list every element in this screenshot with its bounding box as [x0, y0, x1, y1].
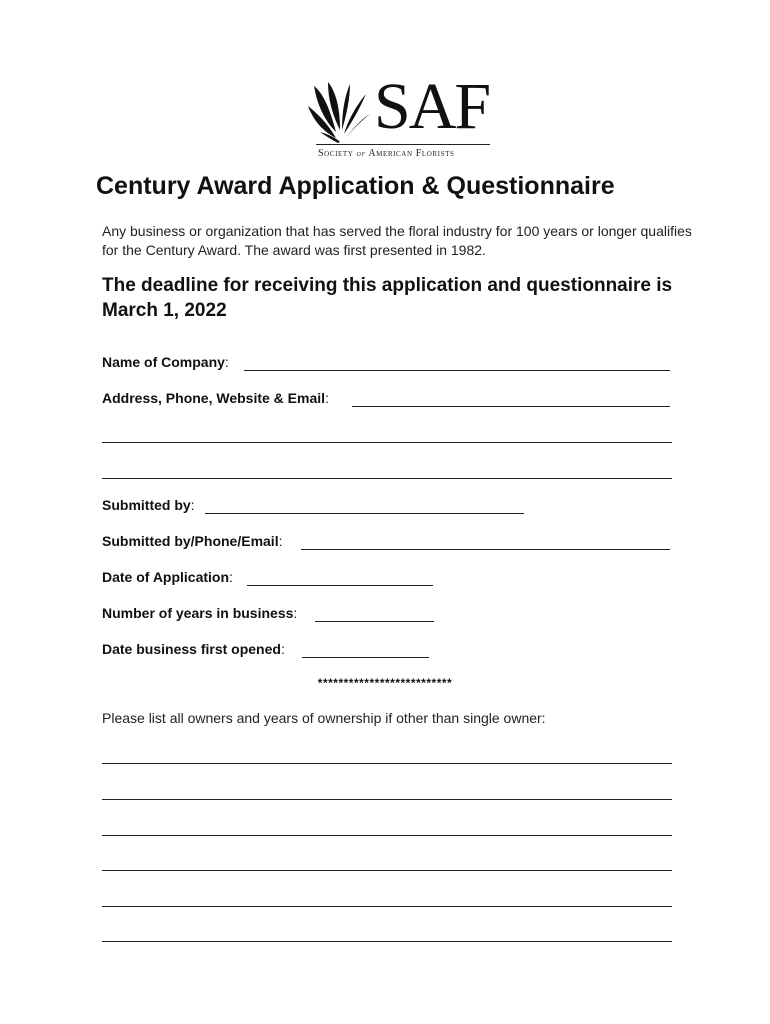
company-field-label: Name of Company:: [102, 354, 229, 370]
submitted-by-label: Submitted by: [102, 497, 191, 513]
section-separator: **************************: [317, 676, 453, 690]
logo-divider: [316, 144, 490, 145]
page-title: Century Award Application & Questionnaire: [96, 172, 615, 200]
owners-input-line-2[interactable]: [102, 799, 672, 800]
address-input-line-3[interactable]: [102, 478, 672, 479]
company-label: Name of Company: [102, 354, 225, 370]
logo-tagline-of: of: [356, 148, 366, 158]
years-business-field-label: Number of years in business:: [102, 605, 298, 621]
logo-tagline: [318, 148, 490, 159]
saf-logo: [306, 70, 492, 164]
years-business-input-line[interactable]: [315, 621, 434, 622]
flower-logo-icon: [306, 80, 372, 146]
company-input-line[interactable]: [244, 370, 670, 371]
years-business-label: Number of years in business: [102, 605, 294, 621]
date-application-field-label: Date of Application:: [102, 569, 233, 585]
owners-prompt: Please list all owners and years of ownership if other than single owner:: [102, 710, 546, 726]
date-opened-field-label: Date business first opened:: [102, 641, 285, 657]
logo-tagline-society: Society: [318, 148, 354, 159]
owners-input-line-1[interactable]: [102, 763, 672, 764]
date-application-input-line[interactable]: [247, 585, 433, 586]
submitted-contact-input-line[interactable]: [301, 549, 670, 550]
owners-input-line-3[interactable]: [102, 835, 672, 836]
address-field-label: Address, Phone, Website & Email:: [102, 390, 329, 406]
intro-paragraph: Any business or organization that has served the floral industry for 100 years or longer qualifies for the Century Award. The award was first presented in 1982.: [102, 223, 692, 258]
date-opened-label: Date business first opened: [102, 641, 281, 657]
submitted-by-input-line[interactable]: [205, 513, 524, 514]
owners-input-line-5[interactable]: [102, 906, 672, 907]
date-opened-input-line[interactable]: [302, 657, 429, 658]
submitted-contact-field-label: Submitted by/Phone/Email:: [102, 533, 283, 549]
submitted-contact-label: Submitted by/Phone/Email: [102, 533, 279, 549]
submitted-by-field-label: Submitted by:: [102, 497, 195, 513]
date-application-label: Date of Application: [102, 569, 230, 585]
address-input-line[interactable]: [352, 406, 670, 407]
address-input-line-2[interactable]: [102, 442, 672, 443]
owners-input-line-4[interactable]: [102, 870, 672, 871]
owners-input-line-6[interactable]: [102, 941, 672, 942]
logo-tagline-american-florists: American Florists: [368, 148, 455, 159]
deadline-notice: The deadline for receiving this application and questionnaire is March 1, 2022: [102, 275, 673, 321]
address-label: Address, Phone, Website & Email: [102, 390, 326, 406]
logo-wordmark: SAF: [374, 70, 490, 143]
